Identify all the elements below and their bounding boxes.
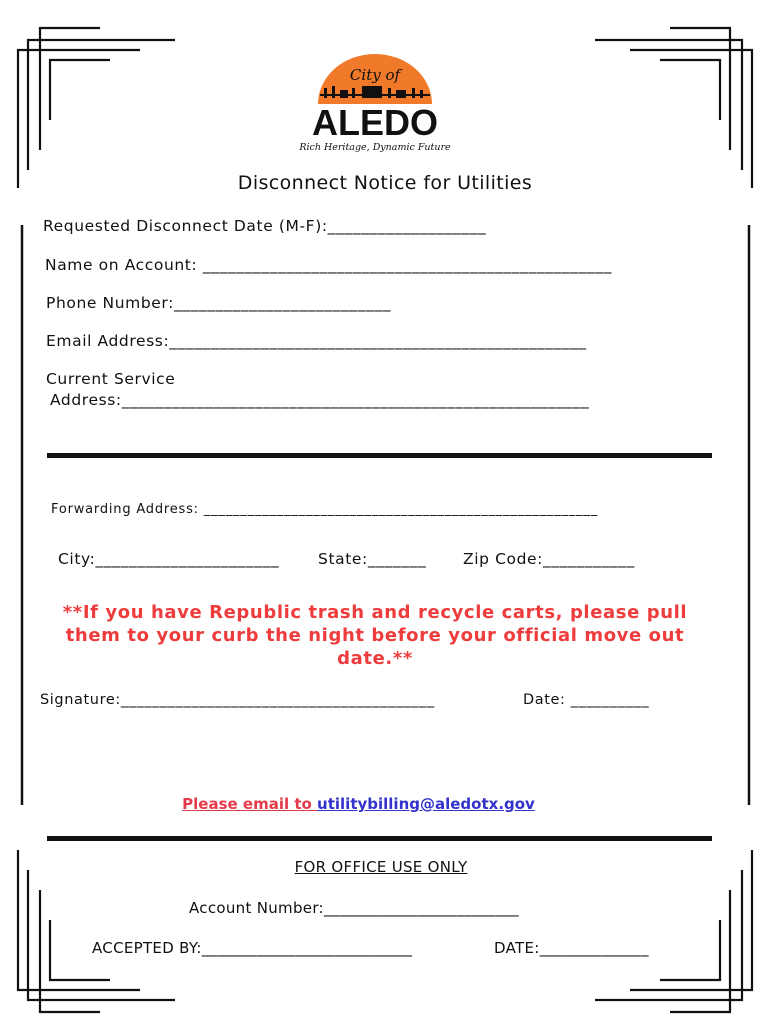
disconnect-date-field[interactable]: Requested Disconnect Date (M-F):___________________: [43, 217, 487, 235]
city-logo: [280, 52, 470, 157]
signature-field[interactable]: Signature:________________________________________: [40, 692, 435, 708]
page-title: Disconnect Notice for Utilities: [237, 172, 533, 194]
svg-text:Rich Heritage, Dynamic Future: Rich Heritage, Dynamic Future: [299, 142, 451, 153]
office-divider: [47, 836, 712, 841]
email-instruction: [0, 795, 717, 813]
forwarding-address-field[interactable]: Forwarding Address: ______________________________________________________: [51, 502, 598, 517]
email-field[interactable]: Email Address:__________________________________________________: [46, 332, 587, 350]
signature-date-field[interactable]: Date: __________: [523, 692, 650, 708]
phone-field[interactable]: Phone Number:__________________________: [46, 294, 392, 312]
city-field[interactable]: City:______________________: [58, 550, 280, 568]
svg-text:ALEDO: ALEDO: [312, 102, 438, 143]
office-heading: FOR OFFICE USE ONLY: [294, 858, 468, 876]
logo-emblem-icon: [280, 52, 470, 157]
account-number-field[interactable]: Account Number:_________________________: [189, 899, 519, 917]
state-field[interactable]: State:_______: [318, 550, 427, 568]
zip-field[interactable]: Zip Code:___________: [463, 550, 635, 568]
notice-text: **If you have Republic trash and recycle carts, please pull them to your curb the night before your official move out date.**: [62, 602, 688, 669]
account-name-field[interactable]: Name on Account: _________________________________________________: [45, 256, 612, 274]
accepted-by-field[interactable]: ACCEPTED BY:___________________________: [92, 939, 413, 957]
email-prefix: Please email to: [182, 795, 318, 813]
service-address-field[interactable]: Address:________________________________________________________: [50, 391, 590, 409]
email-link[interactable]: utilitybilling@aledotx.gov: [317, 795, 535, 813]
office-date-field[interactable]: DATE:______________: [494, 939, 649, 957]
service-address-label: Current Service: [46, 370, 176, 388]
svg-text:City of: City of: [349, 66, 401, 84]
section-divider: [47, 453, 712, 458]
